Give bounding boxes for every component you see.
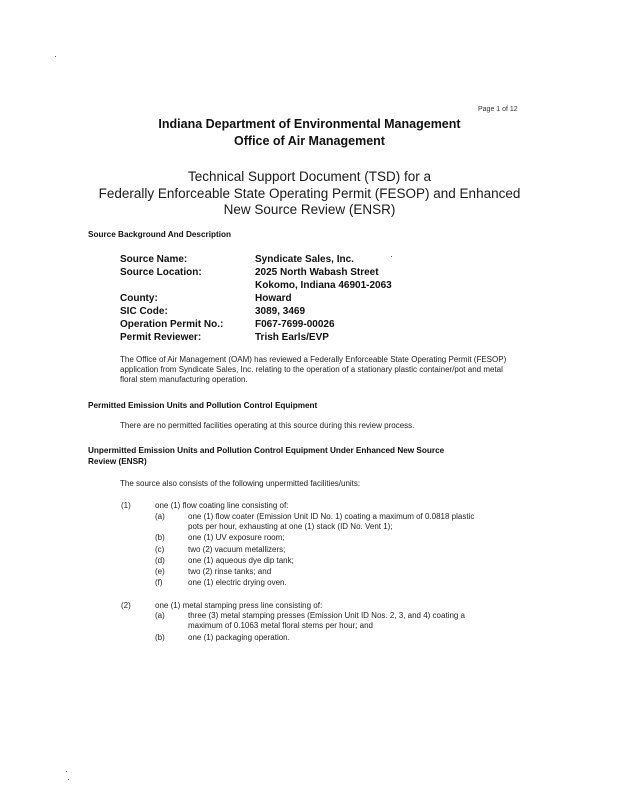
- document-title-line-2: Federally Enforceable State Operating Permit (FESOP) and Enhanced: [98, 186, 521, 201]
- subitem-letter: (b): [155, 633, 165, 642]
- office-name: Office of Air Management: [234, 134, 385, 148]
- subitem-letter: (a): [155, 512, 165, 521]
- subitem-letter: (a): [155, 611, 165, 620]
- field-value: 2025 North Wabash Street: [255, 267, 379, 278]
- subitem-text: two (2) rinse tanks; and: [188, 567, 272, 576]
- field-value: Kokomo, Indiana 46901-2063: [255, 280, 392, 291]
- field-value: 3089, 3469: [255, 306, 306, 317]
- unpermitted-units-heading-cont: Review (ENSR): [88, 457, 147, 466]
- field-label: SIC Code:: [120, 306, 168, 317]
- item-number: (2): [121, 601, 131, 610]
- field-label: Permit Reviewer:: [120, 332, 202, 343]
- field-value: Trish Earls/EVP: [255, 332, 329, 343]
- subitem-text: one (1) flow coater (Emission Unit ID No. 1) coating a maximum of 0.0818 plastic: [188, 512, 475, 521]
- field-label: Operation Permit No.:: [120, 319, 224, 330]
- permitted-units-heading: Permitted Emission Units and Pollution Control Equipment: [88, 401, 318, 410]
- scan-speck: [68, 779, 69, 780]
- subitem-letter: (f): [155, 578, 163, 587]
- subitem-text: one (1) UV exposure room;: [188, 533, 285, 542]
- item-number: (1): [121, 501, 131, 510]
- item-text: one (1) metal stamping press line consisting of:: [155, 601, 323, 610]
- subitem-text: one (1) packaging operation.: [188, 633, 290, 642]
- item-text: one (1) flow coating line consisting of:: [155, 501, 289, 510]
- field-label: Source Location:: [120, 267, 202, 278]
- unpermitted-intro: The source also consists of the following unpermitted facilities/units:: [120, 479, 361, 488]
- subitem-text-cont: maximum of 0.1063 metal floral stems per hour; and: [188, 621, 373, 630]
- scan-speck: [55, 56, 56, 57]
- agency-name: Indiana Department of Environmental Management: [158, 117, 461, 131]
- subitem-text: three (3) metal stamping presses (Emission Unit ID Nos. 2, 3, and 4) coating a: [188, 611, 466, 620]
- subitem-letter: (b): [155, 533, 165, 542]
- unpermitted-units-heading: Unpermitted Emission Units and Pollution Control Equipment Under Enhanced New Source: [88, 446, 445, 455]
- field-value: F067-7699-00026: [255, 319, 335, 330]
- scan-speck: [391, 256, 392, 257]
- field-value: Syndicate Sales, Inc.: [255, 254, 354, 265]
- subitem-letter: (d): [155, 556, 165, 565]
- source-description-paragraph: The Office of Air Management (OAM) has reviewed a Federally Enforceable State Operating Permit (FESOP) application from Syndicate Sales, Inc. relating to the operation of a stationary plastic container/pot and metal floral stem manufacturing operation.: [120, 355, 507, 384]
- subitem-letter: (e): [155, 567, 165, 576]
- document-title-line-3: New Source Review (ENSR): [223, 202, 396, 217]
- field-label: County:: [120, 293, 158, 304]
- field-value: Howard: [255, 293, 292, 304]
- subitem-text: one (1) aqueous dye dip tank;: [188, 556, 294, 565]
- subitem-text: one (1) electric drying oven.: [188, 578, 287, 587]
- scan-speck: [66, 771, 67, 772]
- subitem-text: two (2) vacuum metallizers;: [188, 545, 286, 554]
- page-number: Page 1 of 12: [478, 106, 518, 113]
- subitem-letter: (c): [155, 545, 165, 554]
- source-background-heading: Source Background And Description: [88, 230, 231, 239]
- field-label: Source Name:: [120, 254, 188, 265]
- permitted-units-text: There are no permitted facilities operating at this source during this review process.: [120, 421, 415, 430]
- document-title-line-1: Technical Support Document (TSD) for a: [187, 169, 432, 184]
- subitem-text-cont: pots per hour, exhausting at one (1) stack (ID No. Vent 1);: [188, 522, 393, 531]
